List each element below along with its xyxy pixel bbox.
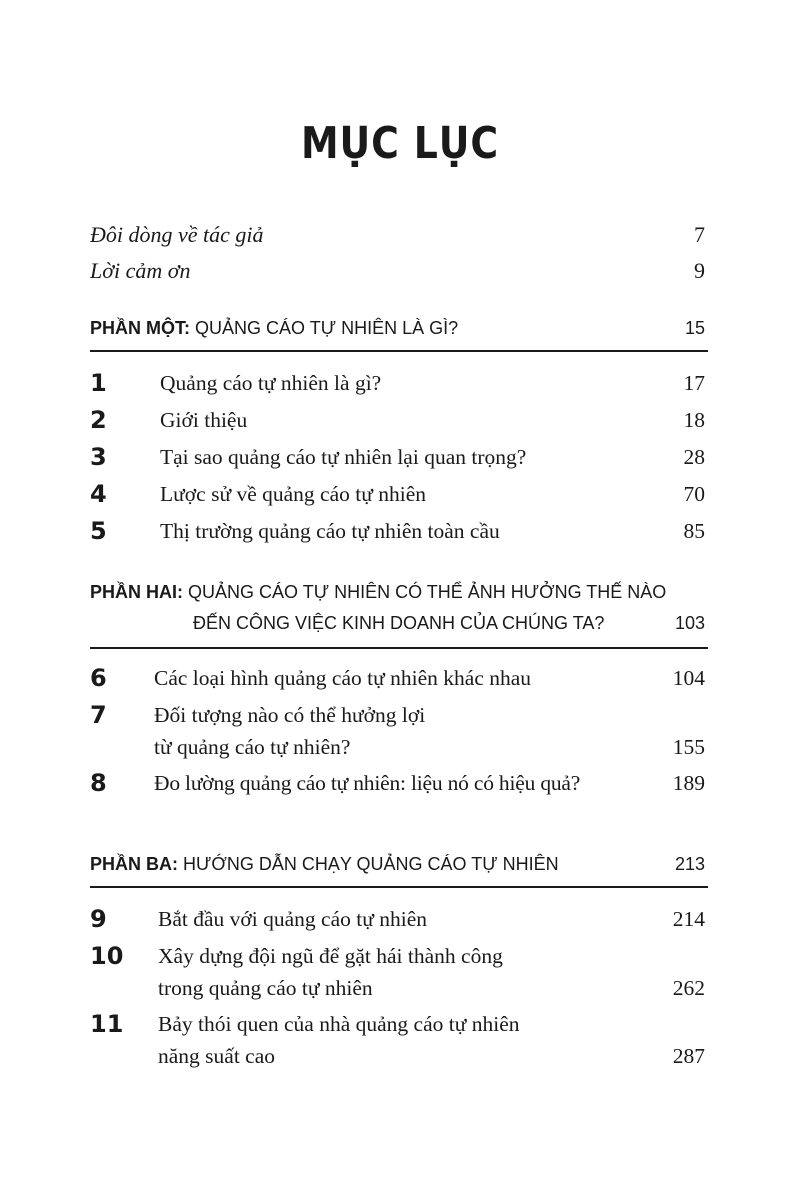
chapter-title-continued: trong quảng cáo tự nhiên xyxy=(158,976,373,1000)
page-number: 103 xyxy=(674,613,705,633)
chapter-title: Quảng cáo tự nhiên là gì? xyxy=(160,371,382,395)
chapter-title: Bảy thói quen của nhà quảng cáo tự nhiên xyxy=(158,1012,520,1036)
page-number: 15 xyxy=(684,318,705,338)
chapter-title-continued: năng suất cao xyxy=(158,1044,276,1068)
front-matter-author[interactable] xyxy=(90,222,705,256)
chapter-3[interactable] xyxy=(90,445,705,481)
chapter-number: 9 xyxy=(90,905,107,933)
part-title: QUẢNG CÁO TỰ NHIÊN CÓ THỂ ẢNH HƯỞNG THẾ NÀO xyxy=(188,582,667,602)
part-divider xyxy=(90,886,708,888)
chapter-1[interactable] xyxy=(90,371,705,407)
chapter-number: 3 xyxy=(90,443,107,471)
page-title: MỤC LỤC xyxy=(301,118,499,169)
front-matter-label: Đôi dòng về tác giả xyxy=(90,222,264,247)
page-number: 214 xyxy=(672,907,705,931)
page-number: 9 xyxy=(694,258,705,283)
page-number: 213 xyxy=(674,854,705,874)
chapter-title: Tại sao quảng cáo tự nhiên lại quan trọng? xyxy=(160,445,527,469)
chapter-title: Đối tượng nào có thể hưởng lợi xyxy=(154,703,426,727)
chapter-number: 11 xyxy=(90,1010,124,1038)
part-divider xyxy=(90,647,708,649)
chapter-number: 4 xyxy=(90,480,107,508)
part-lead: PHẦN HAI: xyxy=(90,582,183,602)
front-matter-label: Lời cảm ơn xyxy=(90,258,191,283)
chapter-7[interactable] xyxy=(90,703,705,769)
chapter-title: Giới thiệu xyxy=(160,408,248,432)
part-title: QUẢNG CÁO TỰ NHIÊN LÀ GÌ? xyxy=(195,318,459,338)
chapter-8[interactable] xyxy=(90,771,705,807)
chapter-number: 2 xyxy=(90,406,107,434)
part-two-heading[interactable] xyxy=(90,582,705,642)
page-number: 287 xyxy=(672,1044,705,1068)
part-one-heading[interactable] xyxy=(90,318,705,348)
page-number: 70 xyxy=(683,482,705,506)
page-number: 104 xyxy=(672,666,705,690)
page-number: 28 xyxy=(683,445,705,469)
chapter-4[interactable] xyxy=(90,482,705,518)
part-three-heading[interactable] xyxy=(90,854,705,884)
page-number: 262 xyxy=(672,976,705,1000)
chapter-number: 6 xyxy=(90,664,107,692)
chapter-11[interactable] xyxy=(90,1012,705,1078)
chapter-6[interactable] xyxy=(90,666,705,702)
page-number: 18 xyxy=(683,408,705,432)
chapter-title: Các loại hình quảng cáo tự nhiên khác nhau xyxy=(154,666,532,690)
chapter-number: 5 xyxy=(90,517,107,545)
chapter-5[interactable] xyxy=(90,519,705,555)
page-number: 7 xyxy=(694,222,705,247)
chapter-2[interactable] xyxy=(90,408,705,444)
part-lead: PHẦN MỘT: xyxy=(90,318,190,338)
chapter-number: 7 xyxy=(90,701,107,729)
page-number: 189 xyxy=(672,771,705,795)
page-number: 17 xyxy=(683,371,705,395)
part-divider xyxy=(90,350,708,352)
chapter-9[interactable] xyxy=(90,907,705,943)
chapter-number: 8 xyxy=(90,769,107,797)
chapter-title: Thị trường quảng cáo tự nhiên toàn cầu xyxy=(160,519,500,543)
chapter-title: Xây dựng đội ngũ để gặt hái thành công xyxy=(158,944,503,968)
part-title-continued: ĐẾN CÔNG VIỆC KINH DOANH CỦA CHÚNG TA? xyxy=(193,613,605,633)
chapter-title-continued: từ quảng cáo tự nhiên? xyxy=(154,735,351,759)
chapter-number: 10 xyxy=(90,942,124,970)
chapter-number: 1 xyxy=(90,369,107,397)
chapter-title: Bắt đầu với quảng cáo tự nhiên xyxy=(158,907,428,931)
chapter-title: Đo lường quảng cáo tự nhiên: liệu nó có hiệu quả? xyxy=(154,771,581,795)
front-matter-acknowledgements[interactable] xyxy=(90,258,705,292)
chapter-title: Lược sử về quảng cáo tự nhiên xyxy=(160,482,427,506)
chapter-10[interactable] xyxy=(90,944,705,1010)
page-number: 155 xyxy=(672,735,705,759)
part-title: HƯỚNG DẪN CHẠY QUẢNG CÁO TỰ NHIÊN xyxy=(183,854,559,874)
page-number: 85 xyxy=(683,519,705,543)
part-lead: PHẦN BA: xyxy=(90,854,178,874)
